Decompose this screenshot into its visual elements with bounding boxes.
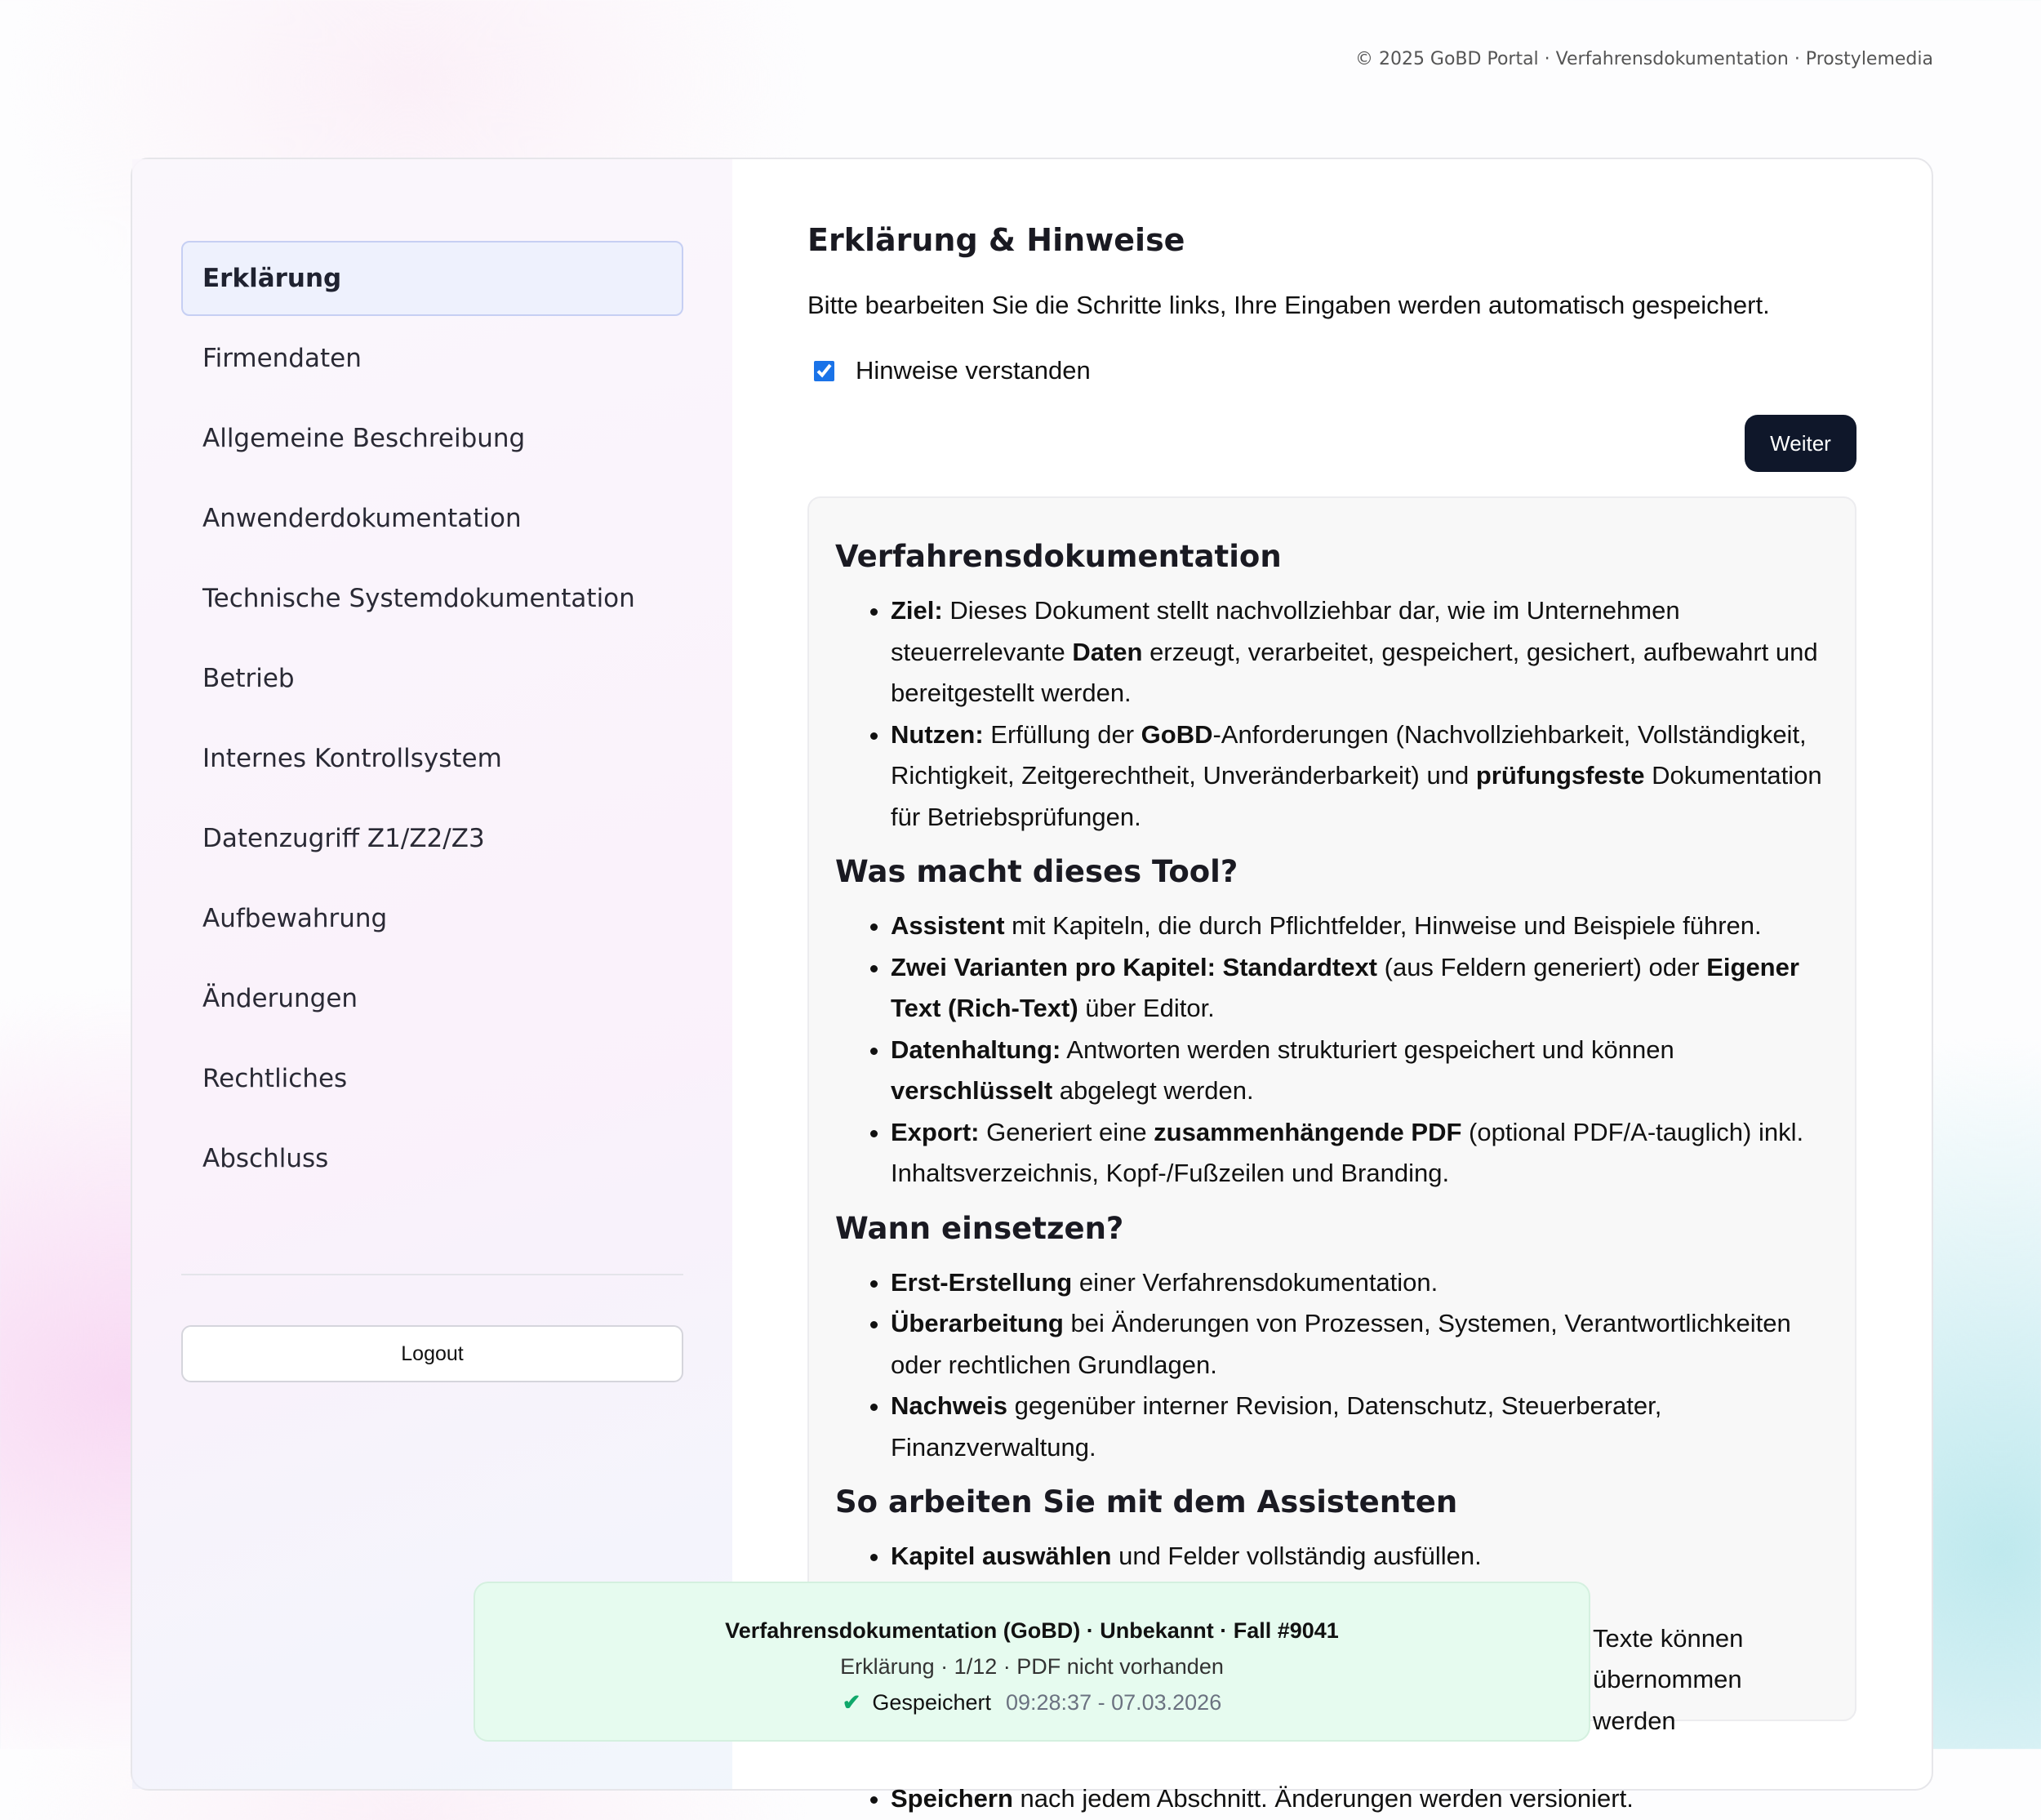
sidebar-item-betrieb[interactable]: Betrieb [202,664,295,693]
list-item: • Ziel: Dieses Dokument stellt nachvollziehbar dar, wie im Unternehmen steuerrelevante Daten erzeugt, verarbeitet, gespeichert, gesichert, aufbewahrt und bereitgestellt werden. [891,590,1830,714]
sidebar-item-internes-kontrollsystem[interactable]: Internes Kontrollsystem [202,744,502,773]
sidebar [132,159,732,1789]
toast-title: Verfahrensdokumentation (GoBD) · Unbekannt · Fall #9041 [725,1618,1339,1643]
toast-saved-row [475,1684,1589,1720]
sidebar-divider [181,1274,683,1275]
list-item: • Zwei Varianten pro Kapitel: Standardtext (aus Feldern generiert) oder Eigener Text (Rich-Text) über Editor. [891,947,1830,1030]
list-item: • Speichern nach jedem Abschnitt. Änderungen werden versioniert. [891,1778,1830,1820]
footer-copyright: © 2025 GoBD Portal · Verfahrensdokumentation · Prostylemedia [1354,49,1933,69]
list-item: • Texte können übernommen werden [891,1618,1830,1742]
sidebar-item-allgemeine-beschreibung[interactable]: Allgemeine Beschreibung [202,424,526,453]
saved-label: Gespeichert [872,1690,991,1715]
sidebar-item-rechtliches[interactable]: Rechtliches [202,1064,348,1093]
sidebar-item-aufbewahrung[interactable]: Aufbewahrung [202,904,388,933]
app-card [131,158,1933,1813]
main-content [732,159,1932,1813]
sidebar-item-aenderungen[interactable]: Änderungen [202,984,358,1013]
list-item: • Assistent mit Kapiteln, die durch Pflichtfelder, Hinweise und Beispiele führen. [891,906,1830,947]
hinweise-checkbox[interactable] [814,361,834,381]
section-heading: So arbeiten Sie mit dem Assistenten [835,1484,1458,1520]
status-toast [474,1582,1590,1742]
sidebar-item-firmendaten[interactable]: Firmendaten [202,344,362,373]
hinweise-checkbox-row[interactable] [807,356,1856,385]
intro-text: Bitte bearbeiten Sie die Schritte links, Ihre Eingaben werden automatisch gespeichert. [807,291,1770,319]
check-icon: ✔ [842,1690,861,1715]
list-item: • Kapitel auswählen und Felder vollständig ausfüllen. [891,1536,1830,1577]
sidebar-item-datenzugriff[interactable]: Datenzugriff Z1/Z2/Z3 [202,824,485,853]
list-item: • Datenhaltung: Antworten werden strukturiert gespeichert und können verschlüsselt abgelegt werden. [891,1030,1830,1112]
explanation-panel [807,496,1856,1813]
list-item: • Nutzen: Erfüllung der GoBD-Anforderungen (Nachvollziehbarkeit, Vollständigkeit, Richtigkeit, Zeitgerechtheit, Unveränderbarkeit) und prüfungsfeste Dokumentation für Betriebsprüfungen. [891,714,1830,839]
page-title: Erklärung & Hinweise [807,222,1185,258]
section-heading: Was macht dieses Tool? [835,854,1238,889]
list-item: • Nachweis gegenüber interner Revision, Datenschutz, Steuerberater, Finanzverwaltung. [891,1386,1830,1468]
sidebar-item-erklaerung[interactable]: Erklärung [181,241,683,316]
list-item: • Export: Generiert eine zusammenhängende PDF (optional PDF/A-tauglich) inkl. Inhaltsverzeichnis, Kopf-/Fußzeilen und Branding. [891,1112,1830,1195]
sidebar-item-anwenderdokumentation[interactable]: Anwenderdokumentation [202,504,522,533]
sidebar-item-technische-systemdokumentation[interactable]: Technische Systemdokumentation [202,584,635,613]
section-heading: Wann einsetzen? [835,1210,1124,1246]
list-item: • Erst-Erstellung einer Verfahrensdokumentation. [891,1262,1830,1304]
toast-status: Erklärung · 1/12 · PDF nicht vorhanden [840,1654,1224,1679]
logout-button[interactable]: Logout [181,1325,683,1382]
list-item: • Überarbeitung bei Änderungen von Prozessen, Systemen, Verantwortlichkeiten oder rechtlichen Grundlagen. [891,1303,1830,1386]
saved-timestamp: 09:28:37 - 07.03.2026 [1005,1690,1222,1715]
section-heading: Verfahrensdokumentation [835,539,1282,574]
hinweise-checkbox-label: Hinweise verstanden [856,356,1091,385]
sidebar-item-abschluss[interactable]: Abschluss [202,1144,329,1173]
weiter-button[interactable]: Weiter [1745,415,1856,472]
